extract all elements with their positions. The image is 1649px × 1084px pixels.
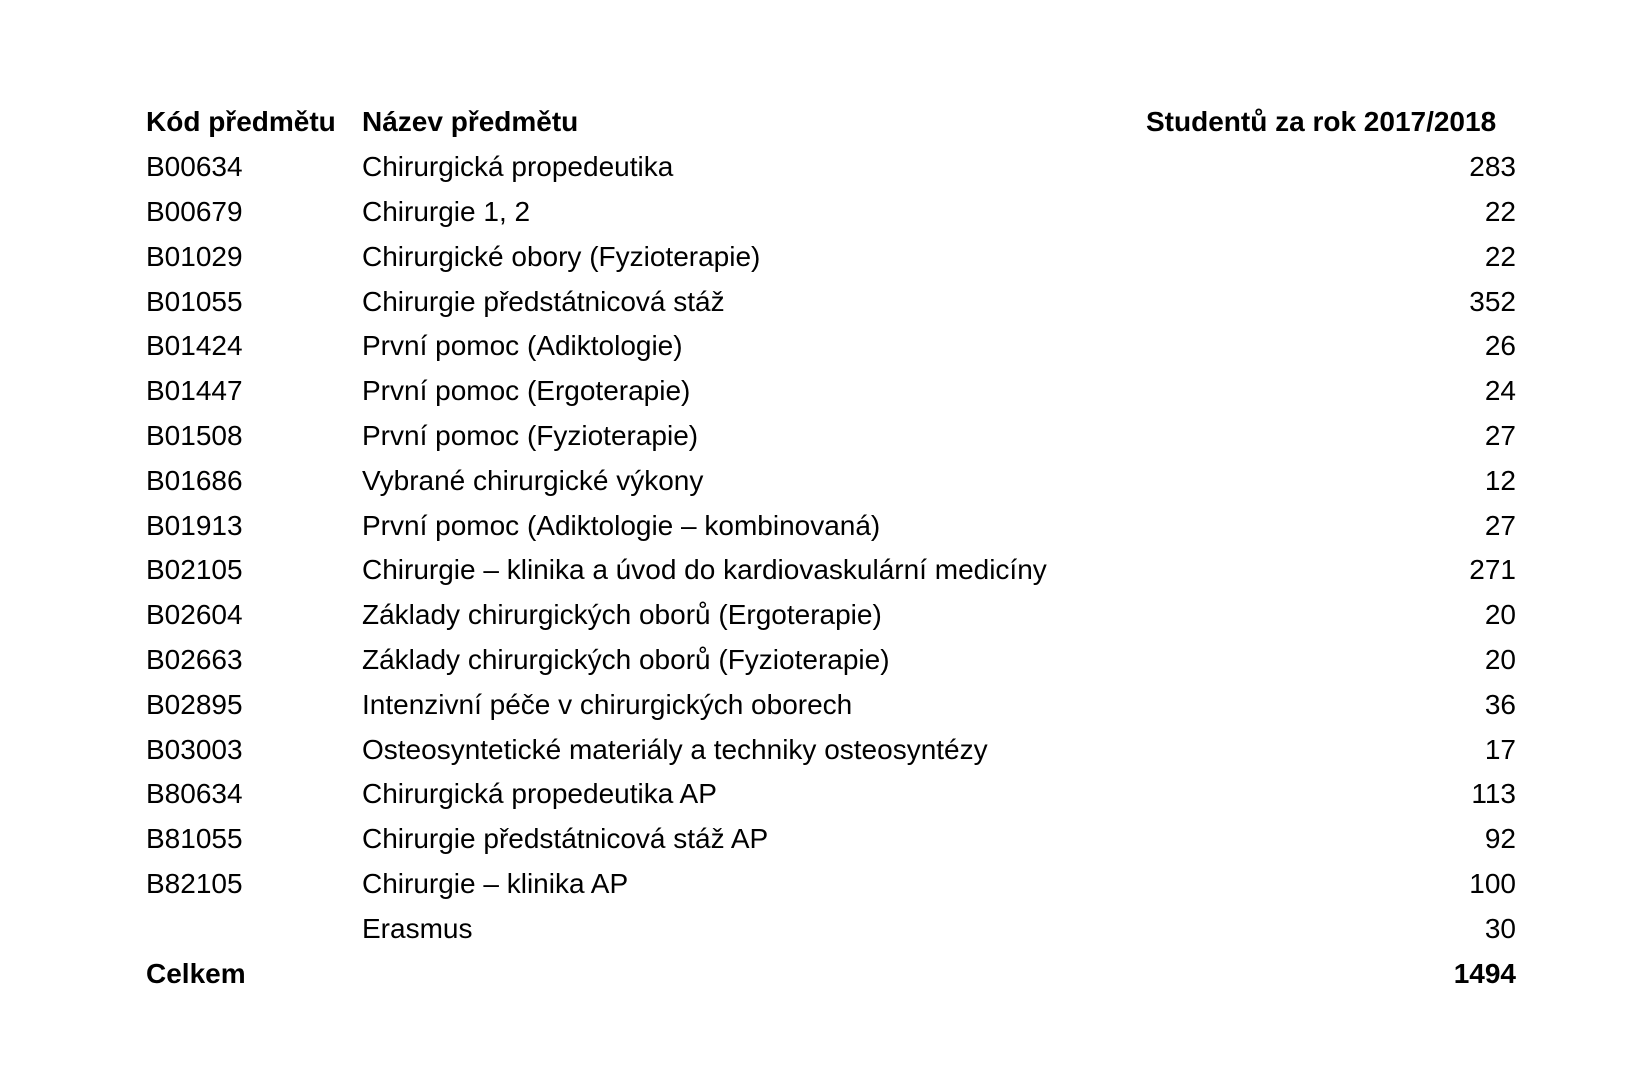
course-name: První pomoc (Ergoterapie) [362,375,691,407]
header-name: Název předmětu [362,106,579,138]
table-row [146,414,1516,459]
student-count: 271 [1469,554,1516,586]
course-name: Chirurgie předstátnicová stáž [362,285,725,317]
table-row [146,727,1516,772]
student-count: 113 [1471,778,1516,810]
student-count: 24 [1484,375,1516,407]
course-code: B81055 [146,823,243,855]
table-row [146,638,1516,683]
course-table [146,100,1516,996]
student-count: 352 [1469,285,1516,317]
table-row [146,817,1516,862]
total-label: Celkem [146,957,246,989]
course-code: B01913 [146,509,243,541]
course-code: B01686 [146,464,243,496]
course-name: Chirurgie – klinika a úvod do kardiovaskulární medicíny [362,554,1047,586]
table-row [146,682,1516,727]
course-code: B02105 [146,554,243,586]
course-code: B01055 [146,285,243,317]
student-count: 12 [1484,464,1516,496]
course-name: Vybrané chirurgické výkony [362,464,704,496]
course-code: B01508 [146,419,243,451]
table-header-row [146,100,1516,145]
course-name: První pomoc (Adiktologie – kombinovaná) [362,509,881,541]
course-code: B02663 [146,643,243,675]
table-row [146,279,1516,324]
course-name: První pomoc (Fyzioterapie) [362,419,699,451]
course-code: B82105 [146,867,243,899]
table-row [146,593,1516,638]
course-code: B80634 [146,778,243,810]
student-count: 17 [1484,733,1516,765]
table-row [146,234,1516,279]
course-name: Základy chirurgických oborů (Fyzioterapie) [362,643,890,675]
total-row [146,951,1516,996]
table-row [146,324,1516,369]
course-name: Osteosyntetické materiály a techniky osteosyntézy [362,733,988,765]
header-count: Studentů za rok 2017/2018 [1146,106,1497,138]
course-name: Chirurgické obory (Fyzioterapie) [362,240,761,272]
total-count: 1494 [1453,957,1516,989]
student-count: 22 [1484,240,1516,272]
course-name: Chirurgická propedeutika AP [362,778,717,810]
student-count: 36 [1484,688,1516,720]
student-count: 27 [1484,509,1516,541]
table-row [146,548,1516,593]
course-name: Chirurgie 1, 2 [362,195,531,227]
student-count: 26 [1484,330,1516,362]
table-row [146,862,1516,907]
header-code: Kód předmětu [146,106,336,138]
table-row [146,369,1516,414]
student-count: 100 [1469,867,1516,899]
table-row [146,503,1516,548]
table-row [146,772,1516,817]
table-row [146,190,1516,235]
table-row [146,906,1516,951]
course-code: B02604 [146,599,243,631]
course-code: B01029 [146,240,243,272]
course-name: Chirurgie předstátnicová stáž AP [362,823,769,855]
course-name: Intenzivní péče v chirurgických oborech [362,688,853,720]
course-name: Základy chirurgických oborů (Ergoterapie) [362,599,882,631]
course-code: B02895 [146,688,243,720]
course-name: Chirurgická propedeutika [362,151,674,183]
table-row [146,458,1516,503]
student-count: 27 [1484,419,1516,451]
course-name: Erasmus [362,912,473,944]
course-code: B01424 [146,330,243,362]
student-count: 22 [1484,195,1516,227]
student-count: 30 [1484,912,1516,944]
course-code: B00679 [146,195,243,227]
table-row [146,145,1516,190]
course-code: B00634 [146,151,243,183]
course-name: První pomoc (Adiktologie) [362,330,683,362]
student-count: 20 [1484,643,1516,675]
course-code: B01447 [146,375,243,407]
student-count: 20 [1484,599,1516,631]
student-count: 92 [1484,823,1516,855]
course-name: Chirurgie – klinika AP [362,867,629,899]
course-code: B03003 [146,733,243,765]
student-count: 283 [1469,151,1516,183]
